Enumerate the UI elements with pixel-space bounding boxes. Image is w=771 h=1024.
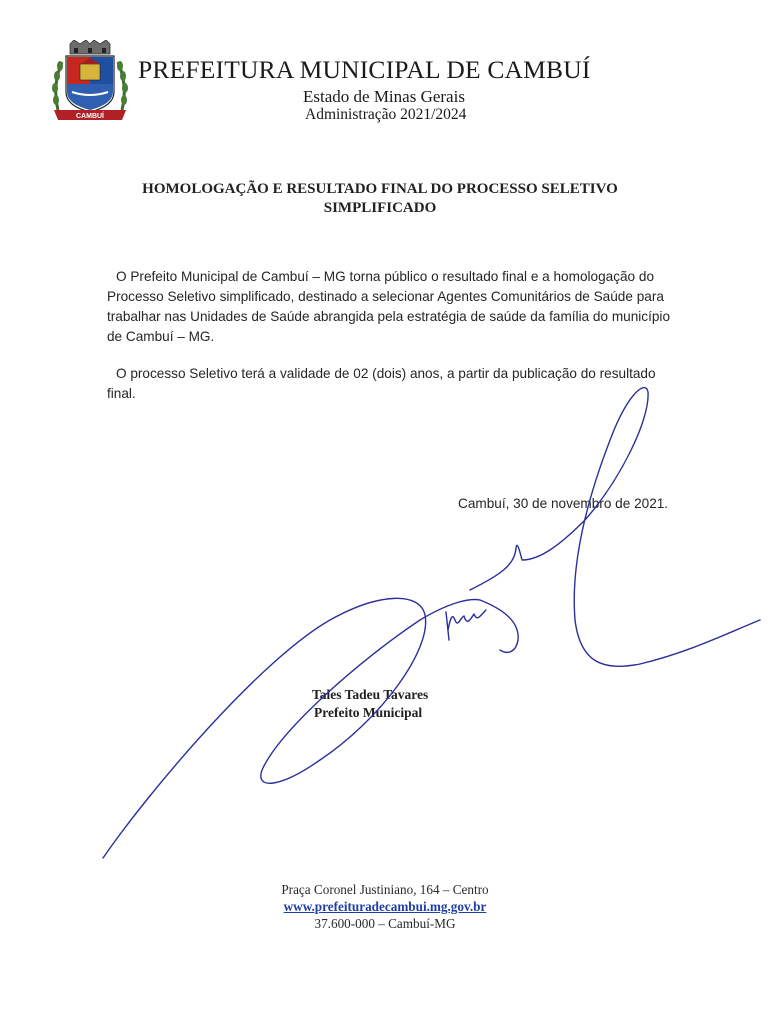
date-line: Cambuí, 30 de novembro de 2021.: [458, 496, 669, 511]
municipal-crest-icon: [50, 40, 130, 122]
document-title-line-1: HOMOLOGAÇÃO E RESULTADO FINAL DO PROCESSO SELETIVO: [142, 181, 618, 197]
administration-term: Administração 2021/2024: [305, 106, 467, 123]
footer-website-link[interactable]: www.prefeituradecambui.mg.gov.br: [283, 899, 487, 914]
document-title-line-2: SIMPLIFICADO: [323, 200, 437, 216]
footer-zip-city: 37.600-000 – Cambuí-MG: [314, 916, 456, 931]
crest-ribbon-text: CAMBUÍ: [76, 113, 104, 120]
signatory-name: Tales Tadeu Tavares: [312, 687, 429, 702]
body-paragraph-2: O processo Seletivo terá a validade de 02 (dois) anos, a partir da publicação do resultado final.: [107, 366, 656, 401]
body-paragraph-1: O Prefeito Municipal de Cambuí – MG torna público o resultado final e a homologação do Processo Seletivo simplificado, destinado a selecionar Agentes Comunitários de Saúde para trabalhar nas Unidades de Saúde abrangida pela estratégia de saúde da família do município de Cambuí – MG.: [107, 269, 671, 344]
footer-address: Praça Coronel Justiniano, 164 – Centro: [281, 882, 489, 897]
state-name: Estado de Minas Gerais: [303, 87, 465, 106]
document-title: [100, 180, 660, 218]
signatory-role: Prefeito Municipal: [314, 705, 423, 720]
municipality-title: PREFEITURA MUNICIPAL DE CAMBUÍ: [138, 55, 591, 84]
